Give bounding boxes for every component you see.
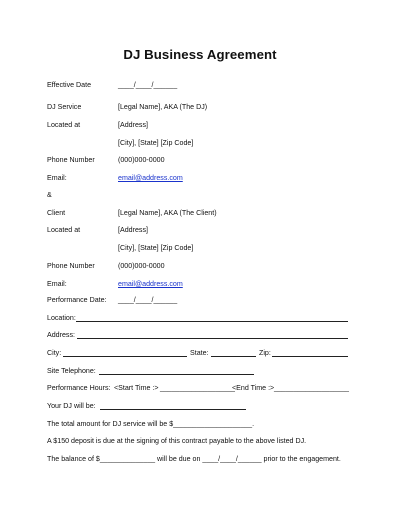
effective-date-value: ____/____/______ [118, 81, 178, 89]
end-time-blank: ___________________ [274, 384, 349, 392]
site-telephone-blank [99, 374, 254, 375]
dj-name: [Legal Name], AKA (The DJ) [118, 103, 208, 111]
client-phone-label: Phone Number [47, 262, 95, 270]
deposit-text: A $150 deposit is due at the signing of this contract payable to the above listed DJ. [47, 437, 307, 445]
dj-city-state-zip: [City], [State] [Zip Code] [118, 139, 194, 147]
state-blank [211, 356, 256, 357]
zip-blank [272, 356, 348, 357]
effective-date-label: Effective Date [47, 81, 92, 89]
client-city-state-zip: [City], [State] [Zip Code] [118, 244, 194, 252]
dj-service-label: DJ Service [47, 103, 82, 111]
client-email-label: Email: [47, 280, 67, 288]
client-label: Client [47, 209, 66, 217]
performance-date-label: Performance Date: [47, 296, 107, 304]
address-label: Address: [47, 331, 75, 339]
zip-label: Zip: [259, 349, 271, 357]
page-title: DJ Business Agreement [123, 47, 277, 62]
address-blank [77, 338, 348, 339]
client-located-label: Located at [47, 226, 81, 234]
location-label: Location: [47, 314, 76, 322]
performance-date-value: ____/____/______ [118, 296, 178, 304]
ampersand: & [47, 191, 52, 199]
city-blank [63, 356, 187, 357]
dj-email-label: Email: [47, 174, 67, 182]
city-label: City: [47, 349, 62, 357]
start-time-label: <Start Time :> [114, 384, 159, 392]
site-telephone-label: Site Telephone: [47, 367, 96, 375]
client-address: [Address] [118, 226, 148, 234]
balance-text: The balance of $______________ will be due on ____/____/______ prior to the engagement. [47, 455, 341, 463]
client-email-link[interactable]: email@address.com [118, 280, 183, 288]
dj-located-label: Located at [47, 121, 81, 129]
location-blank [76, 321, 348, 322]
start-time-blank: ___________________ [160, 384, 235, 392]
your-dj-blank [100, 409, 246, 410]
your-dj-label: Your DJ will be: [47, 402, 96, 410]
dj-phone-label: Phone Number [47, 156, 95, 164]
client-phone: (000)000-0000 [118, 262, 165, 270]
client-name: [Legal Name], AKA (The Client) [118, 209, 217, 217]
state-label: State: [190, 349, 209, 357]
dj-phone: (000)000-0000 [118, 156, 165, 164]
total-amount-text: The total amount for DJ service will be $____________________. [47, 420, 255, 428]
dj-address: [Address] [118, 121, 148, 129]
performance-hours-label: Performance Hours: [47, 384, 111, 392]
end-time-label: <End Time :> [232, 384, 275, 392]
dj-email-link[interactable]: email@address.com [118, 174, 183, 182]
